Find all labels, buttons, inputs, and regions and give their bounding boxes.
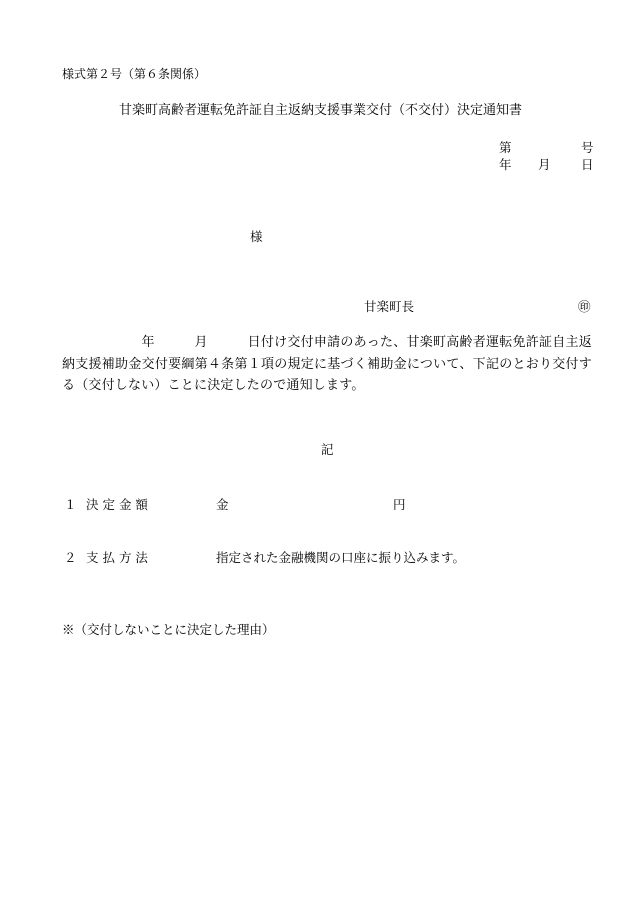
- amount-prefix: 金: [216, 497, 229, 512]
- item-number: １: [64, 497, 77, 512]
- doc-number-suffix: 号: [581, 140, 594, 155]
- ki-heading: 記: [321, 442, 334, 457]
- sender-name: 甘楽町長: [364, 299, 415, 314]
- reason-note: ※（交付しないことに決定した理由）: [62, 622, 275, 637]
- date-day-label: 日: [581, 157, 594, 172]
- doc-number-prefix: 第: [499, 140, 512, 155]
- payment-method-value: 指定された金融機関の口座に振り込みます。: [216, 550, 466, 565]
- item-label-amount: 決 定 金 額: [86, 497, 148, 512]
- notice-body-text: 年 月 日付け交付申請のあった、甘楽町高齢者運転免許証自主返納支援補助金交付要綱第４条第１項の規定に基づく補助金について、下記のとおり交付する（交付しない）ことに決定したので通知します。: [62, 335, 592, 393]
- seal-mark: ㊞: [578, 299, 591, 314]
- date-month-label: 月: [538, 157, 551, 172]
- item-number: ２: [64, 550, 77, 565]
- date-year-label: 年: [499, 157, 512, 172]
- item-label-payment-method: 支 払 方 法: [86, 550, 148, 565]
- addressee-honorific: 様: [250, 229, 263, 244]
- document-title: 甘楽町高齢者運転免許証自主返納支援事業交付（不交付）決定通知書: [119, 103, 523, 118]
- form-number-label: 様式第２号（第６条関係）: [62, 67, 207, 81]
- amount-unit: 円: [393, 497, 406, 512]
